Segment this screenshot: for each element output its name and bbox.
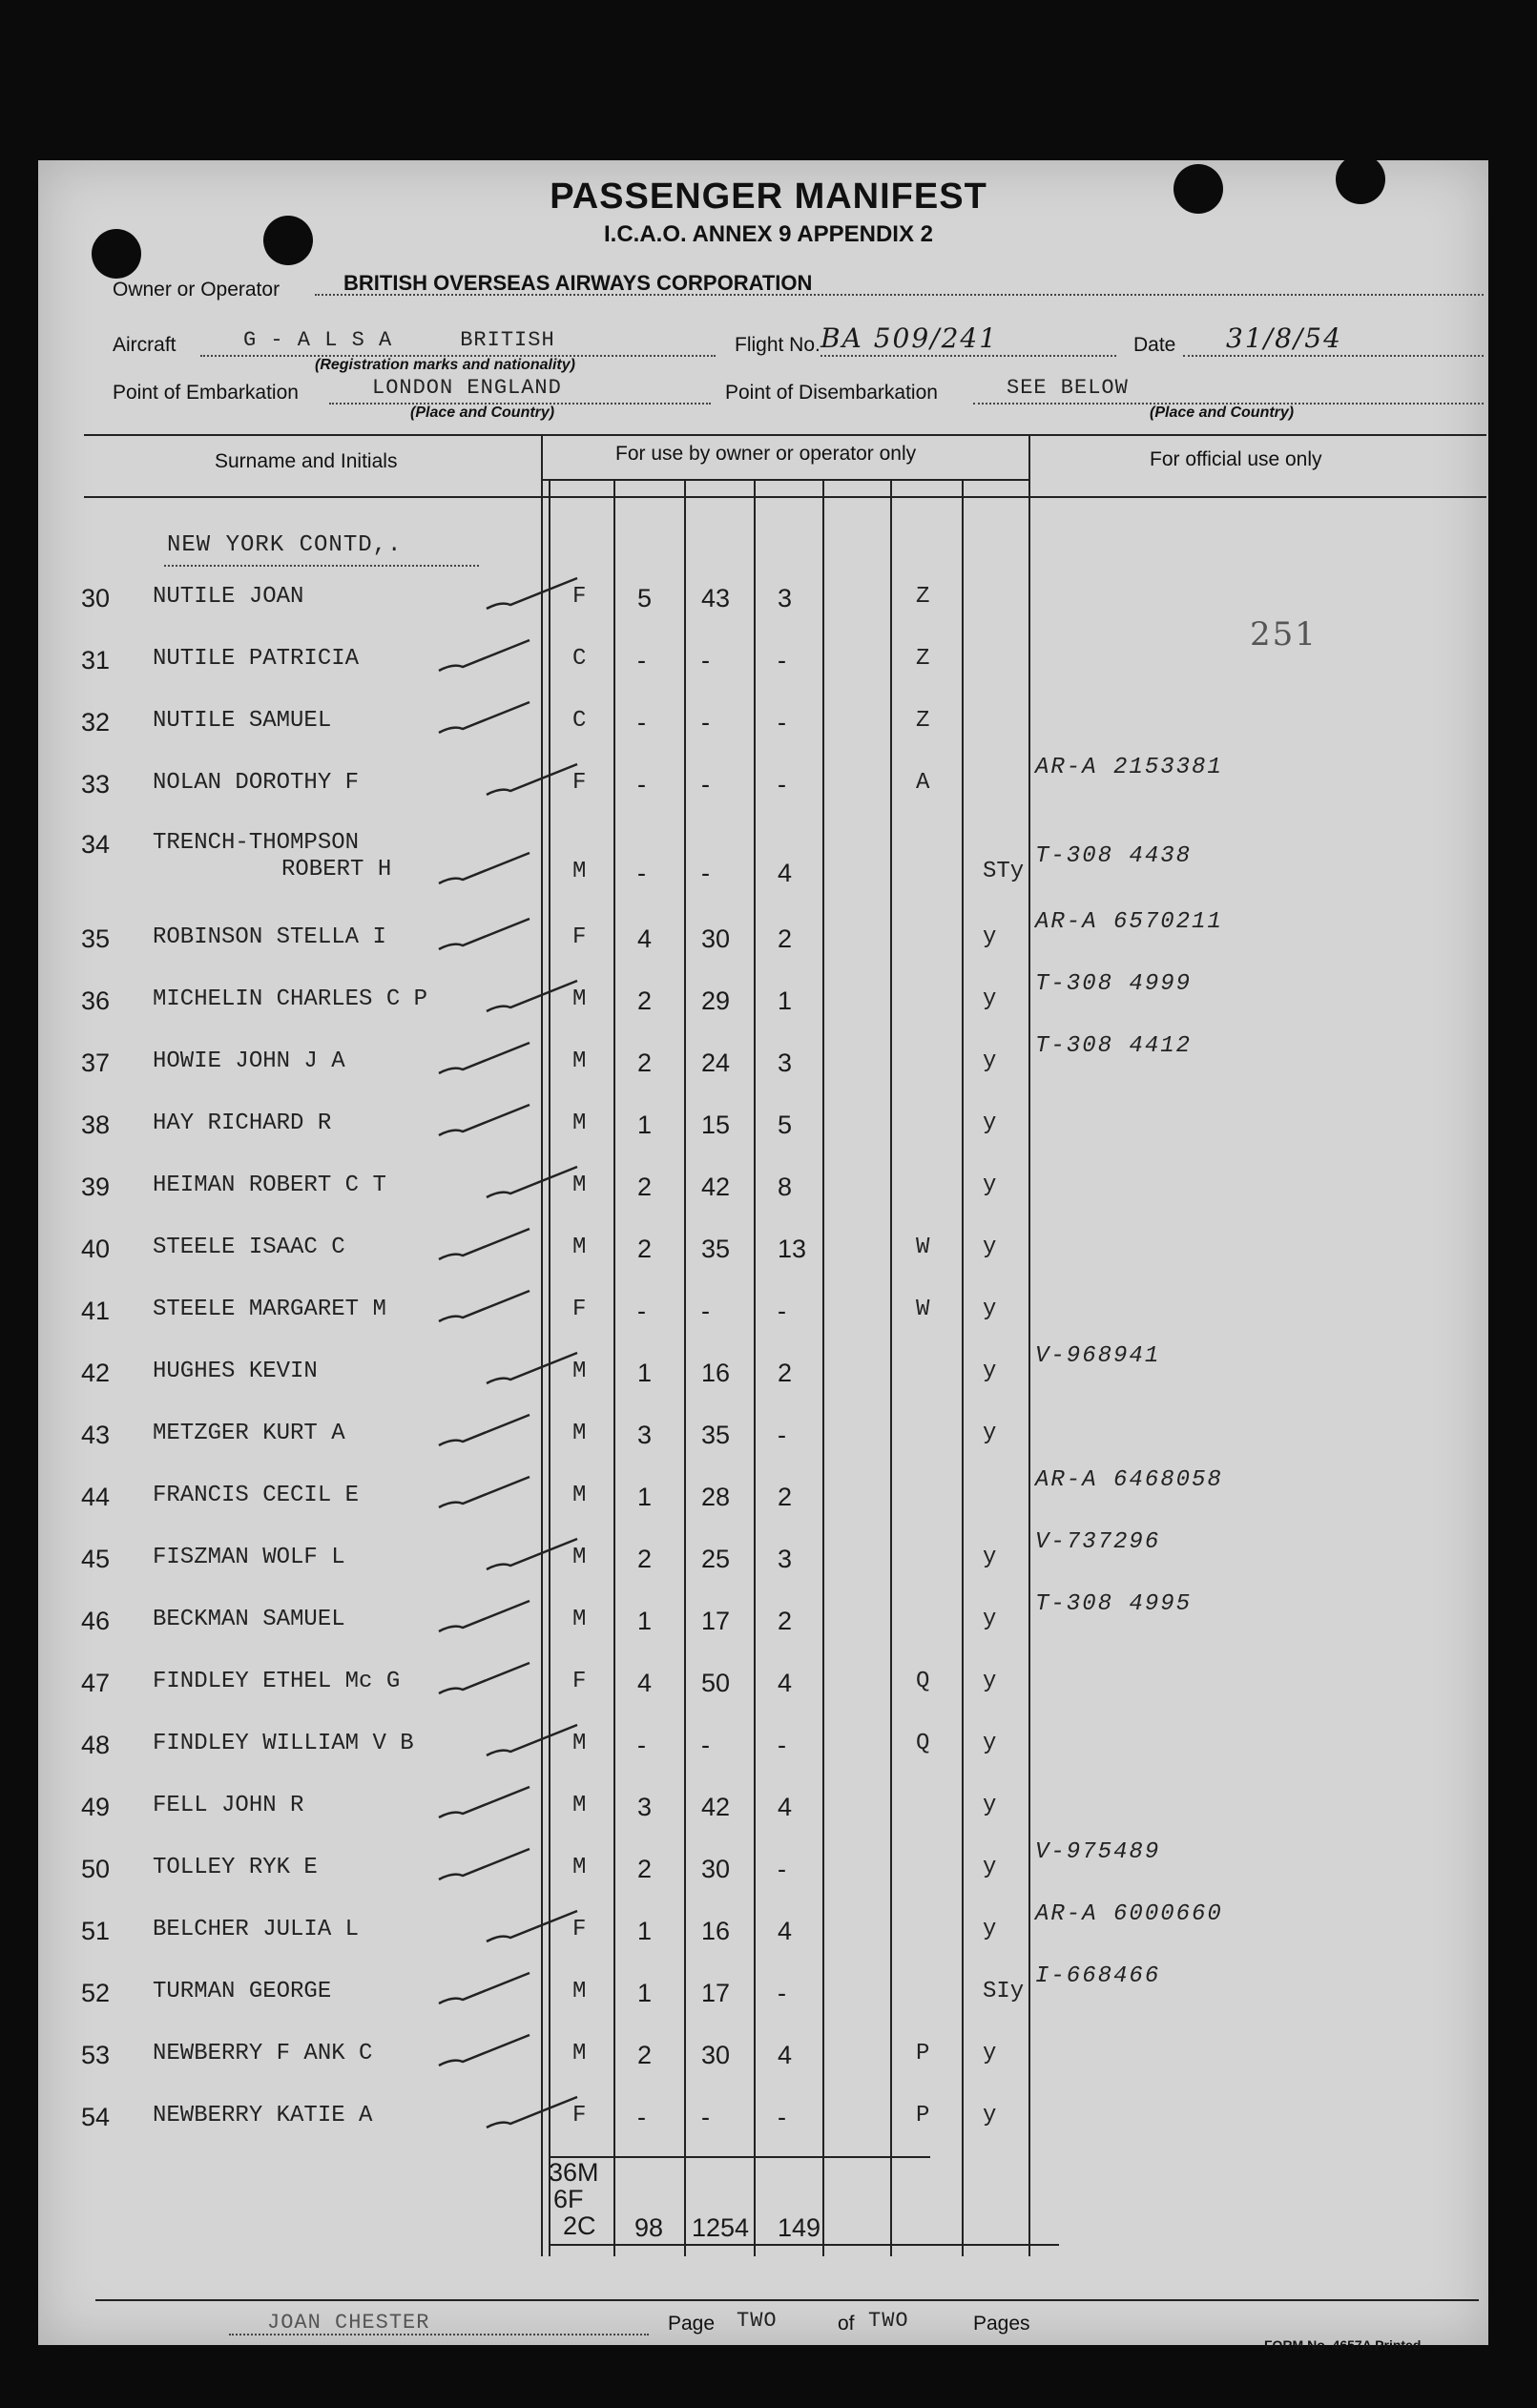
cell-name: HUGHES KEVIN xyxy=(153,1359,318,1384)
table-row xyxy=(0,1235,1537,1273)
disembark-value: SEE BELOW xyxy=(1007,376,1129,400)
table-row xyxy=(0,1529,1537,1583)
table-row xyxy=(0,830,1537,897)
cell-no: 40 xyxy=(81,1235,111,1263)
check-mark-icon xyxy=(434,1221,539,1269)
cell-c5: y xyxy=(983,1421,997,1446)
embark-value: LONDON ENGLAND xyxy=(372,376,562,400)
totals-line-bottom xyxy=(549,2244,1059,2246)
check-mark-icon xyxy=(434,695,539,742)
cell-c5: y xyxy=(983,1731,997,1756)
cell-c5: y xyxy=(983,1297,997,1322)
cell-no: 32 xyxy=(81,708,111,737)
official-note: T-308 4995 xyxy=(1035,1591,1193,1617)
cell-c3: 4 xyxy=(778,1793,793,1821)
cell-c3: - xyxy=(778,1731,786,1759)
cell-no: 37 xyxy=(81,1048,111,1077)
check-mark-icon xyxy=(482,1531,587,1579)
check-mark-icon xyxy=(434,1965,539,2013)
cell-c2: 29 xyxy=(701,986,731,1015)
check-mark-icon xyxy=(434,1655,539,1703)
total-col1: 98 xyxy=(634,2213,664,2242)
cell-c4: P xyxy=(916,2041,930,2066)
date-label: Date xyxy=(1133,334,1176,356)
table-row xyxy=(0,1297,1537,1335)
table-row xyxy=(0,708,1537,746)
cell-no: 50 xyxy=(81,1855,111,1883)
cell-no: 43 xyxy=(81,1421,111,1449)
cell-no: 33 xyxy=(81,770,111,799)
cell-c5: y xyxy=(983,2041,997,2066)
official-note: AR-A 6570211 xyxy=(1035,909,1223,935)
cell-c4: Q xyxy=(916,1731,930,1756)
check-mark-icon xyxy=(434,845,539,893)
official-note: V-968941 xyxy=(1035,1343,1161,1369)
cell-c3: - xyxy=(778,1421,786,1449)
cell-c4: Q xyxy=(916,1669,930,1694)
cell-name: NUTILE SAMUEL xyxy=(153,708,332,734)
table-row xyxy=(0,1111,1537,1149)
cell-name: FINDLEY WILLIAM V B xyxy=(153,1731,414,1756)
totals-line xyxy=(549,2156,930,2158)
cell-c3: - xyxy=(778,1979,786,2007)
cell-name: BECKMAN SAMUEL xyxy=(153,1607,345,1632)
date-line xyxy=(1183,355,1484,357)
disembark-label: Point of Disembarkation xyxy=(725,382,938,404)
embark-label: Point of Embarkation xyxy=(113,382,299,404)
check-mark-icon xyxy=(434,633,539,680)
table-row xyxy=(0,1963,1537,2017)
check-mark-icon xyxy=(434,1097,539,1145)
cell-c3: 3 xyxy=(778,1048,793,1077)
cell-c2: 28 xyxy=(701,1483,731,1511)
table-row xyxy=(0,1343,1537,1397)
surname-header: Surname and Initials xyxy=(215,450,398,472)
table-row xyxy=(0,1793,1537,1831)
cell-c3: 5 xyxy=(778,1111,793,1139)
aircraft-value: G - A L S A BRITISH xyxy=(243,328,555,352)
cell-c2: - xyxy=(701,770,710,799)
stamp-number: 251 xyxy=(1250,615,1318,654)
cell-sex: F xyxy=(572,770,587,796)
table-row xyxy=(0,1467,1537,1521)
official-note: AR-A 2153381 xyxy=(1035,755,1223,780)
cell-sex: M xyxy=(572,1048,587,1074)
cell-c1: 5 xyxy=(637,584,653,612)
cell-c1: - xyxy=(637,859,646,887)
check-mark-icon xyxy=(482,1717,587,1765)
cell-c5: y xyxy=(983,1793,997,1818)
cell-sex: M xyxy=(572,1979,587,2004)
check-mark-icon xyxy=(434,1407,539,1455)
table-row xyxy=(0,1173,1537,1211)
table-top-line xyxy=(84,434,1486,436)
total-male: 36M xyxy=(549,2158,599,2187)
table-row xyxy=(0,1591,1537,1645)
document-title: PASSENGER MANIFEST xyxy=(550,176,987,217)
cell-name: TURMAN GEORGE xyxy=(153,1979,332,2004)
cell-name: HEIMAN ROBERT C T xyxy=(153,1173,386,1198)
cell-c2: - xyxy=(701,708,710,737)
cell-c1: 1 xyxy=(637,1607,653,1635)
cell-name: FISZMAN WOLF L xyxy=(153,1545,345,1570)
cell-c2: 43 xyxy=(701,584,731,612)
cell-c1: - xyxy=(637,708,646,737)
cell-c4: W xyxy=(916,1297,930,1322)
cell-c5: y xyxy=(983,1111,997,1136)
check-mark-icon xyxy=(434,2027,539,2075)
cell-c1: 2 xyxy=(637,1048,653,1077)
cell-c5: y xyxy=(983,986,997,1012)
cell-name: FRANCIS CECIL E xyxy=(153,1483,360,1508)
cell-c3: - xyxy=(778,646,786,675)
cell-c2: 24 xyxy=(701,1048,731,1077)
total-col3: 149 xyxy=(778,2213,821,2242)
cell-sex: M xyxy=(572,1359,587,1384)
cell-name: NUTILE PATRICIA xyxy=(153,646,360,672)
cell-c3: 4 xyxy=(778,2041,793,2069)
cell-c1: 4 xyxy=(637,1669,653,1697)
check-mark-icon xyxy=(434,1469,539,1517)
cell-no: 45 xyxy=(81,1545,111,1573)
cell-c4: P xyxy=(916,2103,930,2128)
cell-c2: - xyxy=(701,1297,710,1325)
cell-c4: A xyxy=(916,770,930,796)
cell-c1: 2 xyxy=(637,1235,653,1263)
cell-c3: 2 xyxy=(778,924,793,953)
cell-c3: - xyxy=(778,1855,786,1883)
aircraft-note: (Registration marks and nationality) xyxy=(315,357,575,373)
table-row xyxy=(0,2103,1537,2141)
check-mark-icon xyxy=(434,1283,539,1331)
check-mark-icon xyxy=(482,2089,587,2137)
page-value: TWO xyxy=(737,2309,778,2333)
cell-no: 53 xyxy=(81,2041,111,2069)
cell-c1: 1 xyxy=(637,1917,653,1945)
cell-sex: F xyxy=(572,924,587,950)
cell-sex: M xyxy=(572,1111,587,1136)
cell-c5: y xyxy=(983,2103,997,2128)
cell-sex: F xyxy=(572,1297,587,1322)
cell-c2: 15 xyxy=(701,1111,731,1139)
cell-name: BELCHER JULIA L xyxy=(153,1917,360,1942)
check-mark-icon xyxy=(482,1903,587,1951)
cell-c2: 25 xyxy=(701,1545,731,1573)
cell-sex: M xyxy=(572,1421,587,1446)
document-subtitle: I.C.A.O. ANNEX 9 APPENDIX 2 xyxy=(604,221,933,247)
cell-no: 42 xyxy=(81,1359,111,1387)
cell-c1: 2 xyxy=(637,986,653,1015)
cell-no: 51 xyxy=(81,1917,111,1945)
cell-c1: 3 xyxy=(637,1421,653,1449)
cell-c1: 3 xyxy=(637,1793,653,1821)
check-mark-icon xyxy=(482,1159,587,1207)
cell-no: 52 xyxy=(81,1979,111,2007)
cell-no: 47 xyxy=(81,1669,111,1697)
table-row xyxy=(0,971,1537,1025)
official-note: AR-A 6000660 xyxy=(1035,1901,1223,1927)
official-note: T-308 4412 xyxy=(1035,1033,1193,1059)
cell-c1: - xyxy=(637,1297,646,1325)
table-row xyxy=(0,1421,1537,1459)
cell-c3: - xyxy=(778,770,786,799)
cell-name: MICHELIN CHARLES C P xyxy=(153,986,428,1012)
cell-sex: M xyxy=(572,1855,587,1880)
cell-c2: - xyxy=(701,859,710,887)
cell-no: 49 xyxy=(81,1793,111,1821)
check-mark-icon xyxy=(434,1779,539,1827)
table-row xyxy=(0,646,1537,684)
cell-name: FINDLEY ETHEL Mc G xyxy=(153,1669,401,1694)
cell-sex: M xyxy=(572,1545,587,1570)
cell-c1: 2 xyxy=(637,2041,653,2069)
cell-c3: 4 xyxy=(778,1917,793,1945)
official-note: V-975489 xyxy=(1035,1839,1161,1865)
cell-c1: 4 xyxy=(637,924,653,953)
cell-c1: 1 xyxy=(637,1359,653,1387)
cell-no: 54 xyxy=(81,2103,111,2131)
cell-c2: 16 xyxy=(701,1359,731,1387)
total-female: 6F xyxy=(553,2185,584,2213)
table-row xyxy=(0,1731,1537,1769)
cell-name-line2: ROBERT H xyxy=(281,857,392,882)
cell-no: 39 xyxy=(81,1173,111,1201)
cell-sex: F xyxy=(572,2103,587,2128)
table-row xyxy=(0,1669,1537,1707)
cell-c3: 3 xyxy=(778,584,793,612)
cell-c5: STy xyxy=(983,859,1025,884)
signature-line xyxy=(229,2334,649,2335)
signature: JOAN CHESTER xyxy=(267,2311,430,2335)
cell-c3: 1 xyxy=(778,986,793,1015)
section-title: NEW YORK CONTD,. xyxy=(167,532,403,558)
cell-c1: 1 xyxy=(637,1979,653,2007)
cell-sex: M xyxy=(572,1483,587,1508)
cell-name: METZGER KURT A xyxy=(153,1421,345,1446)
cell-no: 31 xyxy=(81,646,111,675)
aircraft-label: Aircraft xyxy=(113,334,177,356)
check-mark-icon xyxy=(482,973,587,1021)
cell-c2: 30 xyxy=(701,924,731,953)
cell-name: ROBINSON STELLA I xyxy=(153,924,386,950)
cell-c3: 2 xyxy=(778,1607,793,1635)
cell-c2: 35 xyxy=(701,1235,731,1263)
cell-name: TOLLEY RYK E xyxy=(153,1855,318,1880)
table-row xyxy=(0,755,1537,808)
cell-c2: 42 xyxy=(701,1173,731,1201)
owner-label: Owner or Operator xyxy=(113,279,280,301)
cell-sex: M xyxy=(572,986,587,1012)
cell-sex: M xyxy=(572,1173,587,1198)
official-note: I-668466 xyxy=(1035,1963,1161,1989)
cell-name: TRENCH-THOMPSON xyxy=(153,830,360,856)
total-col2: 1254 xyxy=(692,2213,750,2242)
cell-c5: y xyxy=(983,1607,997,1632)
cell-c2: 42 xyxy=(701,1793,731,1821)
cell-c3: 4 xyxy=(778,859,793,887)
cell-c4: W xyxy=(916,1235,930,1260)
table-row xyxy=(0,1839,1537,1893)
owner-use-header: For use by owner or operator only xyxy=(615,443,917,465)
cell-no: 30 xyxy=(81,584,111,612)
table-row xyxy=(0,584,1537,622)
cell-c1: - xyxy=(637,2103,646,2131)
cell-c3: 3 xyxy=(778,1545,793,1573)
owner-line xyxy=(315,294,1484,296)
official-note: V-737296 xyxy=(1035,1529,1161,1555)
page-label: Page xyxy=(668,2313,716,2335)
cell-c4: Z xyxy=(916,584,930,610)
cell-c2: - xyxy=(701,2103,710,2131)
cell-c2: 16 xyxy=(701,1917,731,1945)
cell-name: NEWBERRY F ANK C xyxy=(153,2041,373,2066)
cell-c5: y xyxy=(983,1173,997,1198)
of-value: TWO xyxy=(868,2309,909,2333)
cell-c1: - xyxy=(637,770,646,799)
cell-c3: - xyxy=(778,1297,786,1325)
cell-c2: 30 xyxy=(701,2041,731,2069)
cell-no: 41 xyxy=(81,1297,111,1325)
cell-sex: C xyxy=(572,646,587,672)
cell-name: HAY RICHARD R xyxy=(153,1111,332,1136)
disembark-note: (Place and Country) xyxy=(1150,405,1295,421)
cell-name: NUTILE JOAN xyxy=(153,584,304,610)
cell-no: 38 xyxy=(81,1111,111,1139)
cell-name: STEELE MARGARET M xyxy=(153,1297,386,1322)
cell-c1: 2 xyxy=(637,1545,653,1573)
cell-no: 46 xyxy=(81,1607,111,1635)
cell-c3: 4 xyxy=(778,1669,793,1697)
check-mark-icon xyxy=(482,571,587,618)
cell-c3: - xyxy=(778,708,786,737)
cell-sex: F xyxy=(572,1917,587,1942)
of-label: of xyxy=(838,2313,855,2335)
table-header-line xyxy=(84,496,1486,498)
cell-c1: 1 xyxy=(637,1483,653,1511)
cell-no: 35 xyxy=(81,924,111,953)
cell-sex: M xyxy=(572,1793,587,1818)
check-mark-icon xyxy=(434,1035,539,1083)
cell-c1: 2 xyxy=(637,1855,653,1883)
footer-line xyxy=(95,2299,1479,2301)
cell-c2: - xyxy=(701,646,710,675)
cell-c5: y xyxy=(983,1359,997,1384)
cell-c5: y xyxy=(983,1545,997,1570)
table-row xyxy=(0,1033,1537,1087)
check-mark-icon xyxy=(434,911,539,959)
cell-c3: 2 xyxy=(778,1359,793,1387)
table-row xyxy=(0,909,1537,963)
cell-sex: F xyxy=(572,584,587,610)
check-mark-icon xyxy=(434,1593,539,1641)
cell-c5: y xyxy=(983,1669,997,1694)
cell-c2: 50 xyxy=(701,1669,731,1697)
cell-c2: 30 xyxy=(701,1855,731,1883)
cell-no: 48 xyxy=(81,1731,111,1759)
cell-name: NOLAN DOROTHY F xyxy=(153,770,360,796)
total-child: 2C xyxy=(563,2211,596,2240)
cell-c4: Z xyxy=(916,708,930,734)
cell-c5: y xyxy=(983,1917,997,1942)
cell-name: FELL JOHN R xyxy=(153,1793,304,1818)
official-note: AR-A 6468058 xyxy=(1035,1467,1223,1493)
cell-c5: SIy xyxy=(983,1979,1025,2004)
cell-c5: y xyxy=(983,1048,997,1074)
cell-c5: y xyxy=(983,1855,997,1880)
cell-c3: 2 xyxy=(778,1483,793,1511)
cell-c2: - xyxy=(701,1731,710,1759)
cell-no: 44 xyxy=(81,1483,111,1511)
cell-c5: y xyxy=(983,924,997,950)
cell-name: HOWIE JOHN J A xyxy=(153,1048,345,1074)
check-mark-icon xyxy=(482,1345,587,1393)
check-mark-icon xyxy=(482,757,587,804)
official-note: T-308 4438 xyxy=(1035,843,1193,869)
cell-c2: 17 xyxy=(701,1607,731,1635)
cell-c4: Z xyxy=(916,646,930,672)
form-number: FORM No. 4657A Printed xyxy=(1264,2337,1422,2353)
cell-c1: 2 xyxy=(637,1173,653,1201)
pages-label: Pages xyxy=(973,2313,1030,2335)
cell-c2: 35 xyxy=(701,1421,731,1449)
official-use-header: For official use only xyxy=(1150,448,1322,470)
table-row xyxy=(0,2041,1537,2079)
cell-c2: 17 xyxy=(701,1979,731,2007)
cell-no: 36 xyxy=(81,986,111,1015)
cell-c3: - xyxy=(778,2103,786,2131)
owner-subheader-line xyxy=(541,479,1028,481)
date-value: 31/8/54 xyxy=(1226,322,1342,354)
cell-c3: 8 xyxy=(778,1173,793,1201)
official-note: T-308 4999 xyxy=(1035,971,1193,997)
table-row xyxy=(0,1901,1537,1955)
flight-label: Flight No. xyxy=(735,334,820,356)
cell-sex: M xyxy=(572,1731,587,1756)
flight-line xyxy=(820,355,1116,357)
cell-c1: - xyxy=(637,1731,646,1759)
section-underline xyxy=(164,565,479,567)
cell-no: 34 xyxy=(81,830,111,859)
check-mark-icon xyxy=(434,1841,539,1889)
cell-name: NEWBERRY KATIE A xyxy=(153,2103,373,2128)
cell-c1: 1 xyxy=(637,1111,653,1139)
cell-name: STEELE ISAAC C xyxy=(153,1235,345,1260)
cell-sex: C xyxy=(572,708,587,734)
embark-note: (Place and Country) xyxy=(410,405,555,421)
cell-c3: 13 xyxy=(778,1235,807,1263)
cell-sex: M xyxy=(572,1607,587,1632)
cell-c5: y xyxy=(983,1235,997,1260)
flight-value: BA 509/241 xyxy=(820,322,999,354)
cell-sex: M xyxy=(572,859,587,884)
cell-sex: F xyxy=(572,1669,587,1694)
cell-c1: - xyxy=(637,646,646,675)
cell-sex: M xyxy=(572,2041,587,2066)
cell-sex: M xyxy=(572,1235,587,1260)
owner-value: BRITISH OVERSEAS AIRWAYS CORPORATION xyxy=(343,271,813,295)
